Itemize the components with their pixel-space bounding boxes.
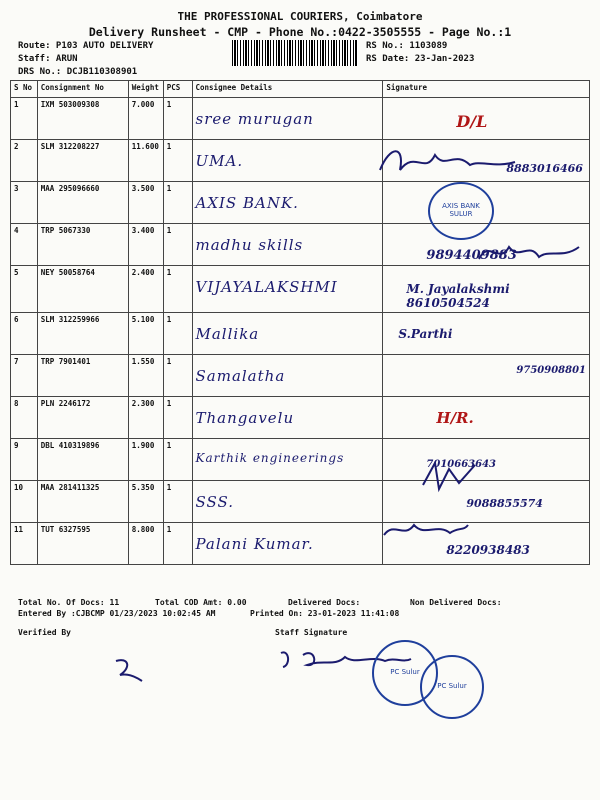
row-pcs: 1: [163, 439, 192, 481]
verified-signature-scribble: [108, 655, 148, 685]
row-signature: [383, 355, 590, 397]
consignee-handwriting: VIJAYALAKSHMI: [195, 278, 338, 296]
consignee-handwriting: AXIS BANK.: [195, 194, 299, 212]
row-signature: [383, 313, 590, 355]
row-consignment: NEY 50058764: [37, 266, 128, 313]
table-header-row: [11, 81, 590, 98]
signature-text: M. Jayalakshmi 8610504524: [406, 282, 510, 310]
row-consignee: [192, 224, 383, 266]
route-label: Route: P103 AUTO DELIVERY: [18, 41, 154, 51]
row-pcs: 1: [163, 523, 192, 565]
row-consignment: DBL 410319896: [37, 439, 128, 481]
signature-scribble: [475, 235, 585, 270]
col-sno: S No: [11, 81, 38, 98]
row-sno: 5: [11, 266, 38, 313]
consignee-handwriting: Samalatha: [195, 367, 286, 385]
row-sno: 1: [11, 98, 38, 140]
row-weight: 11.600: [128, 140, 163, 182]
table-row: [11, 523, 590, 565]
row-pcs: 1: [163, 98, 192, 140]
col-weight: Weight: [128, 81, 163, 98]
row-consignee: [192, 98, 383, 140]
signature-text: 9088855574: [466, 497, 543, 510]
consignee-handwriting: Karthik engineerings: [195, 451, 345, 465]
drs-number: DRS No.: DCJB110308901: [18, 67, 138, 77]
row-weight: 3.400: [128, 224, 163, 266]
table-row: [11, 355, 590, 397]
row-pcs: 1: [163, 266, 192, 313]
row-consignment: TRP 7901401: [37, 355, 128, 397]
company-title: THE PROFESSIONAL COURIERS, Coimbatore: [177, 10, 423, 23]
row-consignee: [192, 313, 383, 355]
consignee-handwriting: Palani Kumar.: [195, 535, 314, 553]
row-sno: 8: [11, 397, 38, 439]
stamp-text: PC Sulur: [390, 668, 420, 676]
col-pcs: PCS: [163, 81, 192, 98]
row-consignment: IXM 503009308: [37, 98, 128, 140]
barcode: [232, 40, 358, 66]
consignee-handwriting: SSS.: [195, 493, 235, 511]
axis-bank-stamp: [428, 182, 494, 240]
delivered-docs: Delivered Docs:: [288, 598, 361, 607]
row-sno: 3: [11, 182, 38, 224]
row-consignment: MAA 281411325: [37, 481, 128, 523]
table-row: [11, 481, 590, 523]
consignee-handwriting: madhu skills: [195, 236, 304, 254]
row-pcs: 1: [163, 182, 192, 224]
stamp-text: PC Sulur: [437, 682, 467, 690]
row-sno: 6: [11, 313, 38, 355]
row-consignment: TUT 6327595: [37, 523, 128, 565]
staff-label: Staff: ARUN: [18, 54, 78, 64]
row-consignment: TRP 5067330: [37, 224, 128, 266]
row-sno: 4: [11, 224, 38, 266]
signature-text: 8220938483: [446, 543, 530, 557]
row-weight: 5.350: [128, 481, 163, 523]
runsheet-subtitle: Delivery Runsheet - CMP - Phone No.:0422-3505555 - Page No.:1: [88, 25, 512, 39]
stamp-text: AXIS BANK SULUR: [442, 202, 480, 218]
signature-scribble: [380, 515, 470, 545]
signature-text: D/L: [456, 112, 488, 131]
rs-date: RS Date: 23-Jan-2023: [366, 54, 475, 64]
row-weight: 2.300: [128, 397, 163, 439]
row-weight: 3.500: [128, 182, 163, 224]
row-consignment: MAA 295096660: [37, 182, 128, 224]
row-weight: 5.100: [128, 313, 163, 355]
table-row: [11, 439, 590, 481]
non-delivered-docs: Non Delivered Docs:: [410, 598, 502, 607]
signature-text: 9750908801: [516, 365, 586, 376]
signature-scribble: [375, 140, 525, 185]
row-sno: 10: [11, 481, 38, 523]
table-row: [11, 313, 590, 355]
row-consignee: [192, 140, 383, 182]
row-consignee: [192, 266, 383, 313]
row-signature: [383, 266, 590, 313]
consignee-handwriting: sree murugan: [195, 110, 314, 128]
consignee-handwriting: UMA.: [195, 152, 244, 170]
row-weight: 8.800: [128, 523, 163, 565]
row-pcs: 1: [163, 397, 192, 439]
printed-on: Printed On: 23-01-2023 11:41:08: [250, 609, 400, 618]
rs-number: RS No.: 1103089: [366, 41, 448, 51]
signature-text: 7010663643: [426, 459, 496, 470]
signature-text: 8883016466: [506, 162, 583, 175]
row-pcs: 1: [163, 481, 192, 523]
verified-by-label: Verified By: [18, 628, 71, 637]
row-weight: 1.550: [128, 355, 163, 397]
row-consignee: [192, 481, 383, 523]
row-consignee: [192, 523, 383, 565]
row-consignee: [192, 397, 383, 439]
row-sno: 9: [11, 439, 38, 481]
row-sno: 7: [11, 355, 38, 397]
consignee-handwriting: Mallika: [195, 325, 260, 343]
staff-signature-label: Staff Signature: [275, 628, 348, 637]
entered-by: Entered By :CJBCMP 01/23/2023 10:02:45 AM: [18, 609, 216, 618]
row-sno: 11: [11, 523, 38, 565]
row-pcs: 1: [163, 355, 192, 397]
table-row: [11, 266, 590, 313]
row-consignee: [192, 355, 383, 397]
row-consignee: [192, 182, 383, 224]
table-row: [11, 397, 590, 439]
row-consignment: SLM 312208227: [37, 140, 128, 182]
row-pcs: 1: [163, 140, 192, 182]
total-docs: Total No. Of Docs: 11: [18, 598, 120, 607]
consignee-handwriting: Thangavelu: [195, 409, 295, 427]
signature-text: 9894409883: [426, 248, 517, 263]
signature-text: H/R.: [436, 409, 474, 427]
row-sno: 2: [11, 140, 38, 182]
table-row: [11, 182, 590, 224]
row-weight: 1.900: [128, 439, 163, 481]
row-weight: 2.400: [128, 266, 163, 313]
col-consignment: Consignment No: [37, 81, 128, 98]
table-row: [11, 98, 590, 140]
row-consignment: PLN 2246172: [37, 397, 128, 439]
signature-scribble: [415, 455, 485, 495]
col-signature: Signature: [383, 81, 590, 98]
row-consignment: SLM 312259966: [37, 313, 128, 355]
col-consignee: Consignee Details: [192, 81, 383, 98]
row-signature: [383, 439, 590, 481]
pc-sulur-stamp-2: [420, 655, 484, 719]
total-cod: Total COD Amt: 0.00: [155, 598, 247, 607]
signature-text: S.Parthi: [398, 327, 453, 341]
row-pcs: 1: [163, 313, 192, 355]
row-consignee: [192, 439, 383, 481]
row-signature: [383, 98, 590, 140]
row-signature: [383, 397, 590, 439]
row-pcs: 1: [163, 224, 192, 266]
row-weight: 7.000: [128, 98, 163, 140]
